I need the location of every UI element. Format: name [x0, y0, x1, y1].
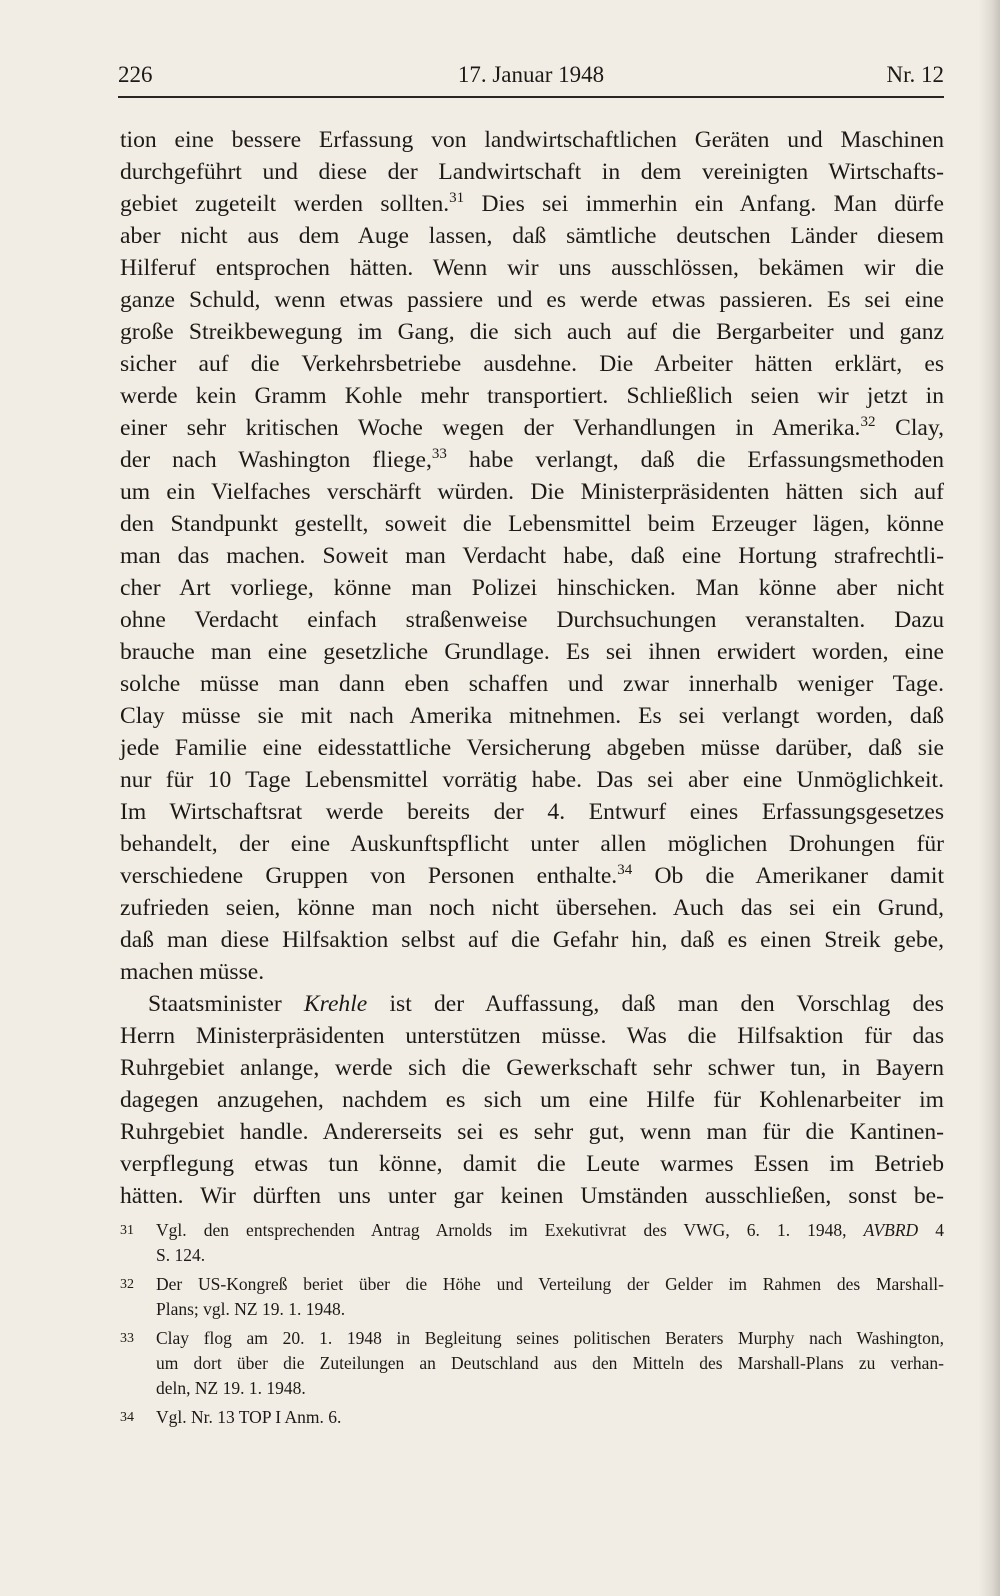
- text-line: ganze Schuld, wenn etwas passiere und es werde etwas passieren. Es sei eine: [120, 287, 944, 313]
- text-line: den Standpunkt gestellt, soweit die Lebensmittel beim Erzeuger lägen, könne: [120, 511, 944, 537]
- document-number: Nr. 12: [886, 62, 944, 87]
- footnote-number: 31: [120, 1223, 134, 1238]
- footnotes: [120, 1218, 944, 1434]
- text-line: aber nicht aus dem Auge lassen, daß sämtliche deutschen Länder diesem: [120, 223, 944, 249]
- text-line: um ein Vielfaches verschärft würden. Die Ministerpräsidenten hätten sich auf: [120, 479, 944, 505]
- header-rule: [118, 96, 944, 98]
- text-line: Clay müsse sie mit nach Amerika mitnehmen. Es sei verlangt worden, daß: [120, 703, 944, 729]
- footnote-line: um dort über die Zuteilungen an Deutschland aus den Mitteln des Marshall-Plans zu verhan-: [156, 1353, 944, 1373]
- text-line: Ruhrgebiet anlange, werde sich die Gewerkschaft sehr schwer tun, in Bayern: [120, 1055, 944, 1081]
- footnote-34: [120, 1405, 944, 1430]
- footnote-33: [120, 1326, 944, 1401]
- text-line: durchgeführt und diese der Landwirtschaft in dem vereinigten Wirtschafts-: [120, 159, 944, 185]
- text-line: werde kein Gramm Kohle mehr transportiert. Schließlich seien wir jetzt in: [120, 383, 944, 409]
- main-text: [120, 124, 944, 1212]
- footnote-line: Vgl. Nr. 13 TOP I Anm. 6.: [156, 1407, 342, 1427]
- text-line: nur für 10 Tage Lebensmittel vorrätig habe. Das sei aber eine Unmöglichkeit.: [120, 767, 944, 793]
- text-line: machen müsse.: [120, 959, 265, 985]
- footnote-ref-33[interactable]: 33: [431, 446, 447, 462]
- footnote-32: [120, 1272, 944, 1322]
- footnote-number: 32: [120, 1277, 134, 1292]
- text-line: jede Familie eine eidesstattliche Versicherung abgeben müsse darüber, daß sie: [120, 735, 944, 761]
- text-line: daß man diese Hilfsaktion selbst auf die Gefahr hin, daß es einen Streik gebe,: [120, 927, 944, 953]
- header-date: 17. Januar 1948: [457, 62, 605, 87]
- text-line: große Streikbewegung im Gang, die sich auch auf die Bergarbeiter und ganz: [120, 319, 944, 345]
- footnote-line: Der US-Kongreß beriet über die Höhe und Verteilung der Gelder im Rahmen des Marshall-: [156, 1274, 944, 1294]
- footnote-line: Vgl. den entsprechenden Antrag Arnolds im Exekutivrat des VWG, 6. 1. 1948, AVBRD 4: [156, 1220, 944, 1240]
- text-line: cher Art vorliege, könne man Polizei hinschicken. Man könne aber nicht: [120, 575, 944, 601]
- text-line: Hilferuf entsprochen hätten. Wenn wir uns ausschlössen, bekämen wir die: [120, 255, 944, 281]
- text-line: verpflegung etwas tun könne, damit die Leute warmes Essen im Betrieb: [120, 1151, 944, 1177]
- text-line: Ruhrgebiet handle. Andererseits sei es sehr gut, wenn man für die Kantinen-: [120, 1119, 944, 1145]
- page-edge-shadow: [978, 0, 1000, 1596]
- footnote-line: S. 124.: [156, 1245, 206, 1265]
- footnote-line: Plans; vgl. NZ 19. 1. 1948.: [156, 1299, 346, 1319]
- text-line: Staatsminister Krehle ist der Auffassung, daß man den Vorschlag des: [148, 991, 944, 1017]
- speaker-name: Krehle: [303, 991, 368, 1017]
- text-line: verschiedene Gruppen von Personen enthalte.$^{34}$ Ob die Amerikaner damit: [120, 862, 944, 889]
- text-line: gebiet zugeteilt werden sollten.$^{31}$ Dies sei immerhin ein Anfang. Man dürfe: [120, 190, 944, 217]
- text-line: Im Wirtschaftsrat werde bereits der 4. Entwurf eines Erfassungsgesetzes: [120, 799, 944, 825]
- text-line: brauche man eine gesetzliche Grundlage. Es sei ihnen erwidert worden, eine: [120, 639, 944, 665]
- text-line: dagegen anzugehen, nachdem es sich um eine Hilfe für Kohlenarbeiter im: [120, 1087, 944, 1113]
- footnote-line: Clay flog am 20. 1. 1948 in Begleitung seines politischen Beraters Murphy nach Washington,: [156, 1328, 944, 1348]
- text-line: behandelt, der eine Auskunftspflicht unter allen möglichen Drohungen für: [120, 831, 944, 857]
- text-line: der nach Washington fliege,$^{33}$ habe verlangt, daß die Erfassungsmethoden: [120, 446, 944, 473]
- text-line: tion eine bessere Erfassung von landwirtschaftlichen Geräten und Maschinen: [120, 127, 944, 153]
- footnote-line: deln, NZ 19. 1. 1948.: [156, 1378, 306, 1398]
- text-line: zufrieden seien, könne man noch nicht übersehen. Auch das sei ein Grund,: [120, 895, 944, 921]
- text-line: hätten. Wir dürften uns unter gar keinen Umständen ausschließen, sonst be-: [120, 1183, 944, 1209]
- footnote-31: [120, 1218, 944, 1268]
- footnote-number: 34: [120, 1410, 134, 1425]
- text-line: einer sehr kritischen Woche wegen der Verhandlungen in Amerika.$^{32}$ Clay,: [120, 414, 945, 441]
- footnote-ref-34[interactable]: 34: [617, 862, 633, 878]
- footnote-ref-32[interactable]: 32: [860, 414, 876, 430]
- text-line: sicher auf die Verkehrsbetriebe ausdehne. Die Arbeiter hätten erklärt, es: [120, 351, 944, 377]
- running-header: [118, 58, 944, 96]
- text-line: ohne Verdacht einfach straßenweise Durchsuchungen veranstalten. Dazu: [120, 607, 944, 633]
- page-number: 226: [118, 62, 153, 87]
- text-line: man das machen. Soweit man Verdacht habe, daß eine Hortung strafrechtli-: [120, 543, 944, 569]
- text-line: solche müsse man dann eben schaffen und zwar innerhalb weniger Tage.: [120, 671, 944, 697]
- footnote-number: 33: [120, 1331, 134, 1346]
- text-line: Herrn Ministerpräsidenten unterstützen müsse. Was die Hilfsaktion für das: [120, 1023, 944, 1049]
- footnote-ref-31[interactable]: 31: [449, 190, 465, 206]
